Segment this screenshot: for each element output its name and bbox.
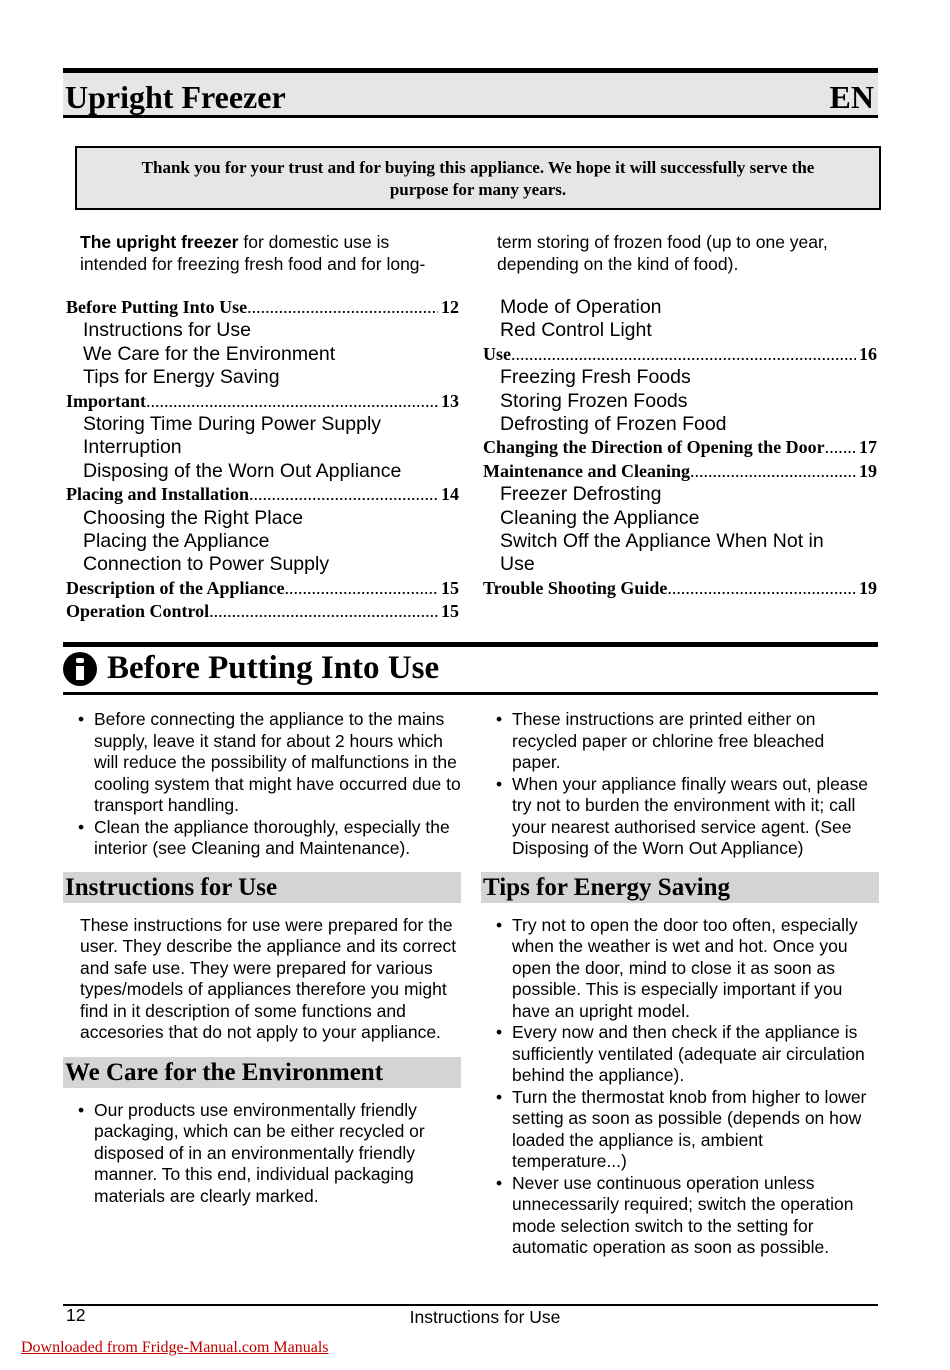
- toc-section-entry: [483, 577, 877, 600]
- left-column: [63, 709, 461, 1207]
- toc-section-entry: [66, 600, 459, 623]
- thank-you-line-2: purpose for many years.: [389, 180, 567, 199]
- instructions-text: These instructions for use were prepared for the user. They describe the appliance and its correct and safe use. They were prepared for various types/models of appliances therefore you might find in it description of some functions and accesories that do not apply to your appliance.: [80, 914, 457, 1042]
- toc-subsection-entry: Use: [500, 553, 535, 576]
- environment-heading: We Care for the Environment: [63, 1057, 461, 1088]
- toc-leader-dots: [690, 460, 856, 483]
- language-code: EN: [829, 79, 874, 115]
- list-item: • These instructions are printed either on recycled paper or chlorine free bleached paper.: [481, 709, 871, 774]
- list-item: • Clean the appliance thoroughly, especially the interior (see Cleaning and Maintenance).: [63, 817, 461, 860]
- list-item: • Before connecting the appliance to the mains supply, leave it stand for about 2 hours which will reduce the possibility of malfunctions in the cooling system that might have occurred due to transport handling.: [63, 709, 461, 817]
- intro-bold: The upright freezer: [80, 232, 239, 252]
- toc-section-entry: [66, 296, 459, 319]
- toc-leader-dots: [285, 577, 439, 600]
- energy-heading: Tips for Energy Saving: [481, 872, 879, 903]
- toc-section-name: Important: [66, 390, 146, 411]
- toc-section-name: Operation Control: [66, 601, 210, 622]
- page-title: Upright Freezer: [65, 79, 286, 115]
- list-item: • When your appliance finally wears out, please try not to burden the environment with it; call your nearest authorised service agent. (See Disposing of the Worn Out Appliance): [481, 774, 871, 860]
- toc-page-number: 12: [441, 297, 459, 317]
- list-item: • Our products use environmentally friendly packaging, which can be either recycled or disposed of in an environmentally friendly manner. To this end, individual packaging materials are clearly marked.: [63, 1100, 461, 1208]
- toc-leader-dots: [146, 390, 438, 413]
- toc-subsection-entry: Freezer Defrosting: [500, 483, 662, 506]
- right-bullet-list: [481, 709, 879, 860]
- toc-section-name: Description of the Appliance: [66, 577, 285, 598]
- toc-section-entry: [66, 483, 459, 506]
- toc-leader-dots: [249, 483, 438, 506]
- toc-page-number: 15: [441, 601, 459, 622]
- instructions-heading: Instructions for Use: [63, 872, 461, 903]
- page-number: 12: [66, 1305, 86, 1325]
- list-item: • Every now and then check if the appliance is sufficiently ventilated (adequate air circulation behind the appliance).: [481, 1022, 879, 1087]
- toc-section-name: Before Putting Into Use: [66, 297, 248, 317]
- intro-left: [80, 231, 460, 275]
- toc-right-column: [483, 296, 877, 600]
- toc-section-entry: [66, 577, 459, 600]
- toc-subsection-entry: Tips for Energy Saving: [83, 366, 280, 389]
- toc-leader-dots: [247, 296, 438, 319]
- intro-text: for domestic use is intended for freezing fresh food and for long-: [80, 232, 426, 274]
- toc-leader-dots: [667, 577, 856, 600]
- thank-you-box: [75, 146, 881, 210]
- toc-page-number: 17: [859, 437, 877, 458]
- energy-bullet-list: [481, 915, 879, 1259]
- toc-page-number: 13: [441, 390, 459, 411]
- toc-leader-dots: [511, 343, 856, 366]
- footer-rule: [63, 1304, 878, 1306]
- toc-subsection-entry: Disposing of the Worn Out Appliance: [83, 459, 402, 482]
- toc-section-entry: [483, 436, 877, 459]
- toc-page-number: 16: [859, 343, 877, 364]
- left-bullet-list: [63, 709, 461, 860]
- list-item: • Try not to open the door too often, especially when the weather is wet and hot. Once you open the door, mind to close it as soon as possible. This is especially important if you have an upright model.: [481, 915, 879, 1023]
- toc-section-name: Changing the Direction of Opening the Door: [483, 437, 825, 458]
- intro-right: term storing of frozen food (up to one year, depending on the kind of food).: [497, 232, 828, 274]
- toc-leader-dots: [825, 436, 856, 459]
- toc-subsection-entry: Storing Frozen Foods: [500, 389, 688, 412]
- download-link[interactable]: Downloaded from Fridge-Manual.com Manuals: [21, 1339, 329, 1356]
- toc-section-entry: [483, 343, 877, 366]
- toc-section-name: Trouble Shooting Guide: [483, 577, 668, 598]
- toc-subsection-entry: Instructions for Use: [83, 319, 251, 342]
- toc-subsection-entry: Freezing Fresh Foods: [500, 366, 691, 389]
- section-title: Before Putting Into Use: [107, 650, 440, 686]
- toc-leader-dots: [209, 600, 438, 623]
- page-header: [63, 68, 878, 118]
- toc-subsection-entry: Interruption: [83, 436, 182, 459]
- section-heading: [63, 647, 878, 695]
- toc-subsection-entry: Storing Time During Power Supply: [83, 413, 382, 436]
- toc-page-number: 14: [441, 484, 459, 505]
- list-item: • Turn the thermostat knob from higher to lower setting as soon as possible (depends on how loaded the appliance is, ambient temperature...): [481, 1087, 879, 1173]
- toc-subsection-entry: We Care for the Environment: [83, 342, 336, 365]
- toc-subsection-entry: Red Control Light: [500, 319, 652, 342]
- footer-title: Instructions for Use: [409, 1307, 561, 1327]
- toc-page-number: 19: [859, 460, 877, 481]
- environment-bullet-list: [63, 1100, 461, 1208]
- toc-section-name: Use: [483, 343, 511, 364]
- toc-section-entry: [483, 460, 877, 483]
- right-column: [481, 709, 879, 1259]
- toc-subsection-entry: Switch Off the Appliance When Not in: [500, 530, 824, 553]
- toc-page-number: 19: [859, 577, 877, 598]
- toc-subsection-entry: Placing the Appliance: [83, 530, 270, 553]
- toc-subsection-entry: Choosing the Right Place: [83, 506, 304, 529]
- toc-page-number: 15: [441, 577, 459, 598]
- toc-subsection-entry: Connection to Power Supply: [83, 553, 330, 576]
- toc-subsection-entry: Mode of Operation: [500, 296, 662, 318]
- toc-subsection-entry: Defrosting of Frozen Food: [500, 413, 727, 436]
- toc-section-name: Placing and Installation: [66, 484, 250, 505]
- thank-you-line-1: Thank you for your trust and for buying this appliance. We hope it will successfully serve the: [141, 158, 815, 177]
- toc-left-column: [66, 296, 459, 624]
- list-item: • Never use continuous operation unless unnecessarily required; switch the operation mode selection switch to the setting for automatic operation as soon as possible.: [481, 1173, 879, 1259]
- info-icon: [63, 652, 97, 686]
- toc-section-name: Maintenance and Cleaning: [483, 460, 691, 481]
- toc-section-entry: [66, 390, 459, 413]
- toc-subsection-entry: Cleaning the Appliance: [500, 506, 700, 529]
